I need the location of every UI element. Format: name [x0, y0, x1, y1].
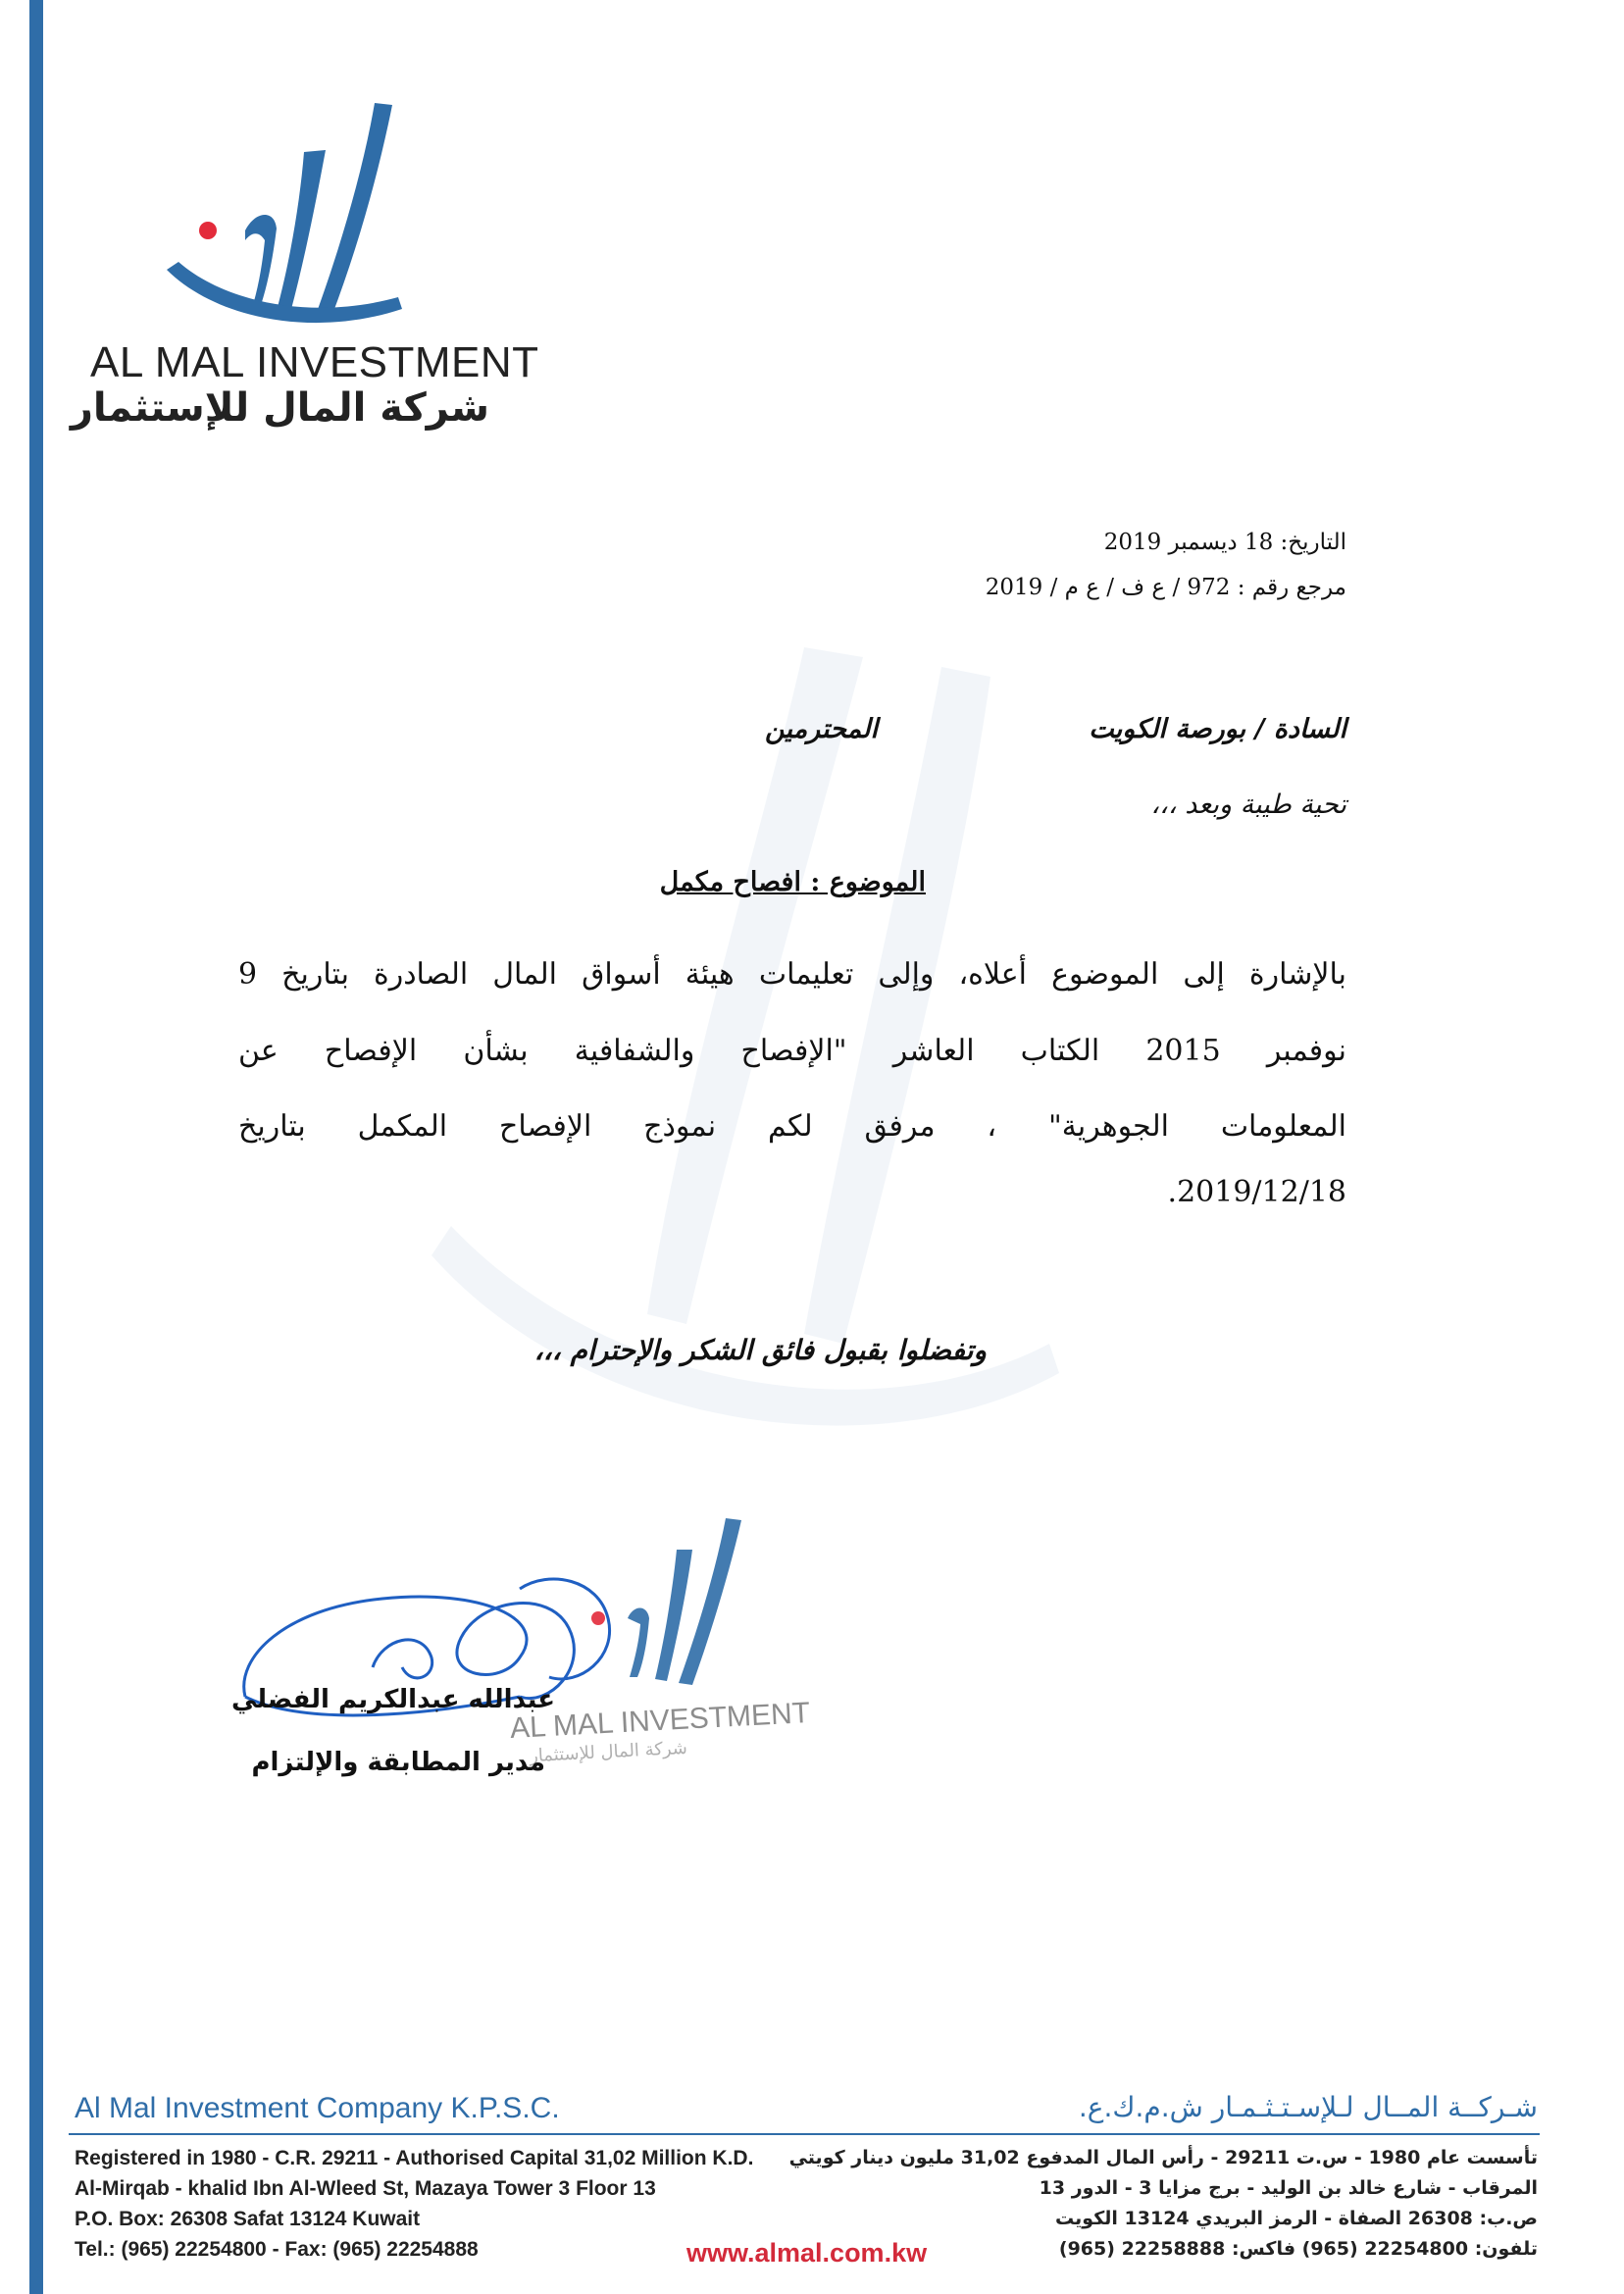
signer-title: مدير المطابقة والإلتزام — [251, 1748, 545, 1777]
footer-website-link[interactable]: www.almal.com.kw — [686, 2238, 928, 2268]
letter-date: التاريخ: 18 ديسمبر 2019 — [1103, 530, 1346, 555]
letter-closing: وتفضلوا بقبول فائق الشكر والإحترام ،،، — [533, 1334, 987, 1366]
body-line-2: نوفمبر 2015 الكتاب العاشر "الإفصاح والشفافية بشأن الإفصاح عن — [238, 1034, 1346, 1068]
signer-name: عبدالله عبدالكريم الفضلي — [231, 1685, 555, 1714]
footer-company-name-ar: شـركــة المــال لـلإسـتـثـمـار ش.م.ك.ع. — [1078, 2091, 1538, 2123]
footer-phone-en: Tel.: (965) 22254800 - Fax: (965) 22254888 — [75, 2238, 479, 2261]
footer-phone-ar: تلفون: 22254800 (965) فاكس: 22258888 (965) — [1058, 2238, 1538, 2260]
footer-po-box-en: P.O. Box: 26308 Safat 13124 Kuwait — [75, 2208, 421, 2230]
logo-name-ar: شركة المال للإستثمار — [70, 385, 489, 431]
footer-divider — [69, 2133, 1540, 2135]
logo-name-en: AL MAL INVESTMENT — [90, 338, 539, 386]
left-accent-bar — [29, 0, 43, 2294]
footer-po-box-ar: ص.ب: 26308 الصفاة - الرمز البريدي 13124 الكويت — [1055, 2208, 1538, 2229]
company-logo-mark — [157, 93, 412, 348]
stamp-name-en: AL MAL INVESTMENT — [509, 1697, 811, 1745]
footer-registration-ar: تأسست عام 1980 - س.ت 29211 - رأس المال المدفوع 31,02 مليون دينار كويتي — [788, 2147, 1538, 2168]
logo-watermark — [392, 628, 1079, 1510]
letter-subject: الموضوع : افصاح مكمل — [659, 867, 926, 897]
body-line-3: المعلومات الجوهرية" ، مرفق لكم نموذج الإفصاح المكمل بتاريخ — [238, 1109, 1346, 1144]
stamp-name-ar: شركة المال للإستثمار — [529, 1737, 688, 1767]
footer-registration-en: Registered in 1980 - C.R. 29211 - Authorised Capital 31,02 Million K.D. — [75, 2147, 754, 2169]
body-line-4: 2019/12/18. — [1167, 1175, 1346, 1209]
body-line-1: بالإشارة إلى الموضوع أعلاه، وإلى تعليمات هيئة أسواق المال الصادرة بتاريخ 9 — [238, 957, 1346, 992]
letter-honorific: المحترمين — [765, 714, 878, 744]
letter-reference: مرجع رقم : 972 / ع ف / ع م / 2019 — [985, 575, 1346, 600]
letter-greeting: تحية طيبة وبعد ،،، — [1150, 790, 1346, 820]
letter-addressee: السادة / بورصة الكويت — [1089, 714, 1346, 744]
footer-address-en: Al-Mirqab - khalid Ibn Al-Wleed St, Mazaya Tower 3 Floor 13 — [75, 2177, 656, 2200]
stamp-logo-mark — [569, 1510, 755, 1707]
footer-company-name-en: Al Mal Investment Company K.P.S.C. — [75, 2092, 560, 2124]
footer-address-ar: المرقاب - شارع خالد بن الوليد - برج مزايا 3 - الدور 13 — [1039, 2177, 1538, 2199]
